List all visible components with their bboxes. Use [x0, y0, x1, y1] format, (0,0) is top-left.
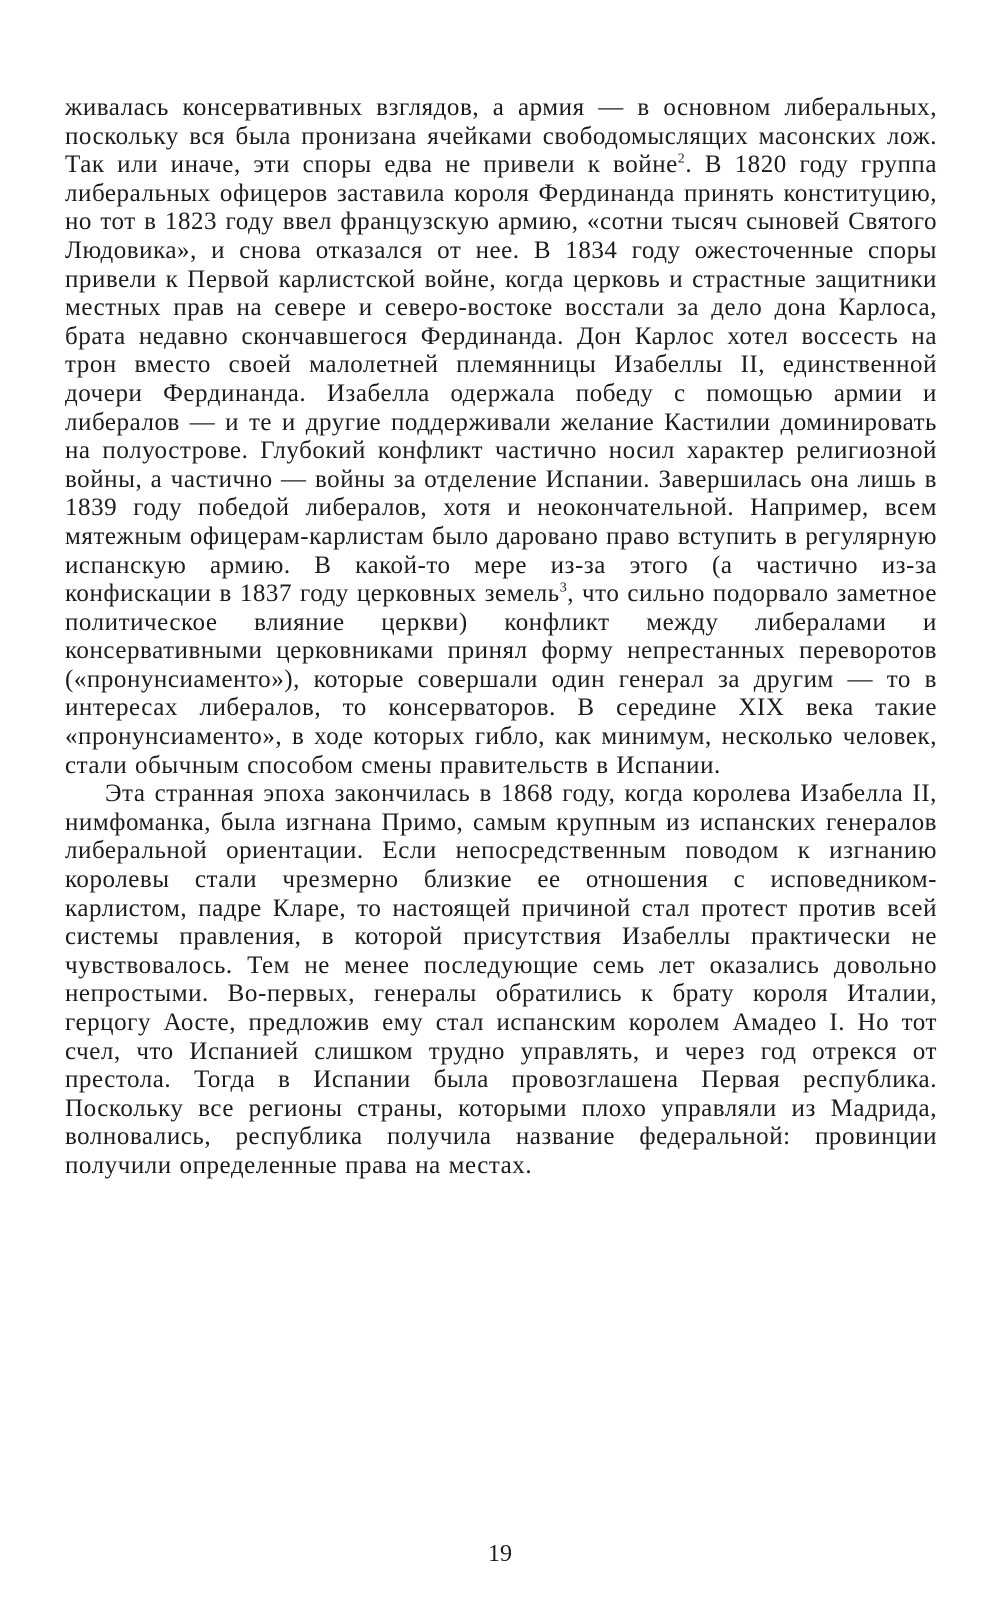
paragraph-2	[65, 780, 937, 1180]
paragraph-1-text-b: . В 1820 году группа либеральных офицеров заставила короля Фердинанда принять конституцию, но тот в 1823 году ввел французскую армию, «сотни тысяч сыновей Святого Людовика», и снова отказался от нее. В 1834 году ожесточенные споры привели к Первой карлистской войне, когда церковь и страстные защитники местных прав на севере и северо-востоке восстали за дело дона Карлоса, брата недавно скончавшегося Фердинанда. Дон Карлос хотел воссесть на трон вместо своей малолетней племянницы Изабеллы II, единственной дочери Фердинанда. Изабелла одержала победу с помощью армии и либералов — и те и другие поддерживали желание Кастилии доминировать на полуострове. Глубокий конфликт частично носил характер религиозной войны, а частично — войны за отделение Испании. Завершилась она лишь в 1839 году победой либералов, хотя и неокончательной. Например, всем мятежным офицерам-карлистам было даровано право вступить в регулярную испанскую армию. В какой-то мере из-за этого (а частично из-за конфискации в 1837 году церковных земель	[65, 151, 937, 608]
footnote-ref-2[interactable]: 2	[677, 151, 686, 167]
paragraph-1	[65, 94, 937, 780]
paragraph-1-text-c: , что сильно подорвало заметное политическое влияние церкви) конфликт между либералами и консервативными церковниками принял форму непрестанных переворотов («пронунсиаменто»), которые совершали один генерал за другим — то в интересах либералов, то консерваторов. В середине XIX века такие «пронунсиаменто», в ходе которых гибло, как минимум, несколько человек, стали обычным способом смены правительств в Испании.	[65, 580, 937, 779]
footnote-ref-3[interactable]: 3	[559, 580, 568, 596]
page-body	[65, 94, 937, 1181]
paragraph-1-text-a: живалась консервативных взглядов, а армия — в основном либеральных, поскольку вся была пронизана ячейками свободомыслящих масонских лож. Так или иначе, эти споры едва не привели к войне	[65, 94, 937, 179]
paragraph-2-text: Эта странная эпоха закончилась в 1868 году, когда королева Изабелла II, нимфоманка, была изгнана Примо, самым крупным из испанских генералов либеральной ориентации. Если непосредственным поводом к изгнанию королевы стали чрезмерно близкие ее отношения с исповедником-карлистом, падре Кларе, то настоящей причиной стал протест против всей системы правления, в которой присутствия Изабеллы практически не чувствовалось. Тем не менее последующие семь лет оказались довольно непростыми. Во-первых, генералы обратились к брату короля Италии, герцогу Аосте, предложив ему стал испанским королем Амадео I. Но тот счел, что Испанией слишком трудно управлять, и через год отрекся от престола. Тогда в Испании была провозглашена Первая республика. Поскольку все регионы страны, которыми плохо управляли из Мадрида, волновались, республика получила название федеральной: провинции получили определенные права на местах.	[65, 780, 937, 1179]
page-number: 19	[488, 1541, 512, 1567]
